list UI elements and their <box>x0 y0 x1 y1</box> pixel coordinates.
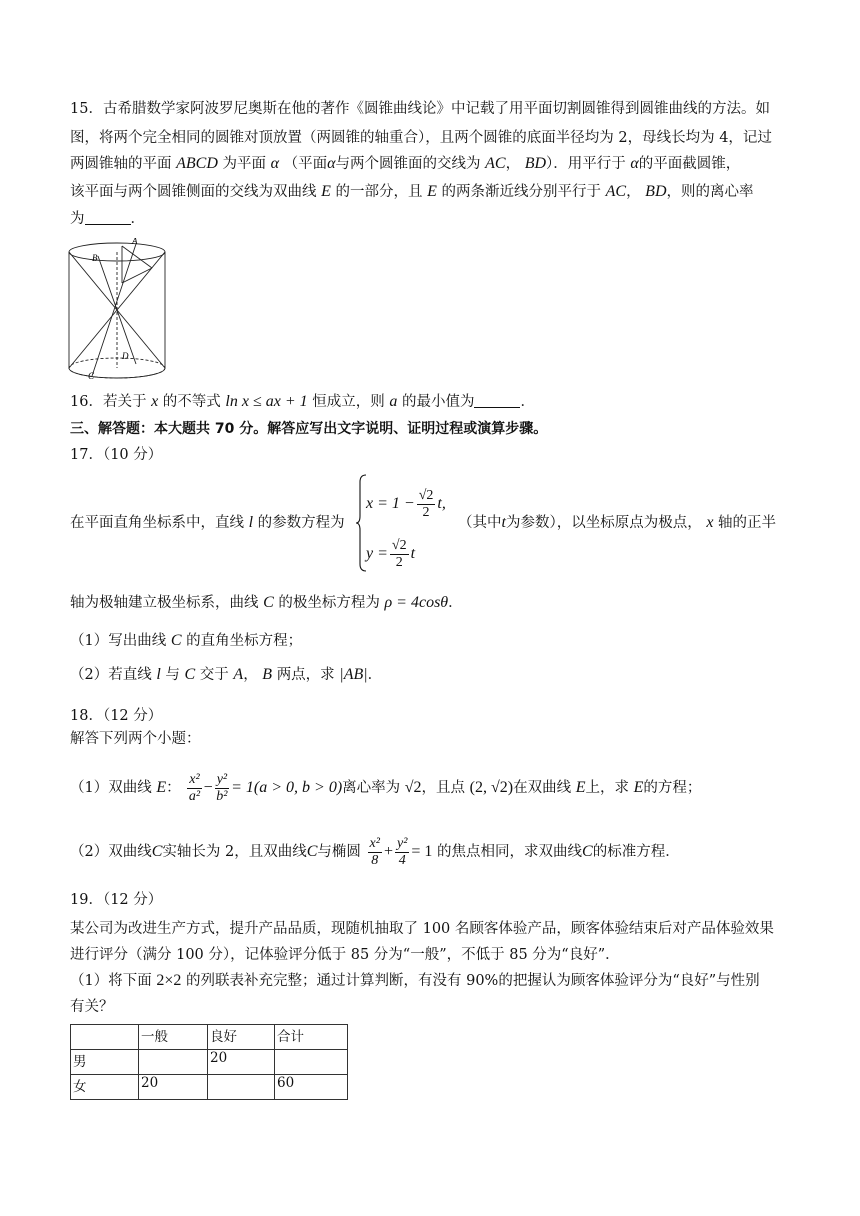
math-alpha: α <box>630 155 639 172</box>
math-abs-ab: |AB| <box>339 666 368 683</box>
label-a: A <box>132 238 138 246</box>
math-e: E <box>575 779 586 796</box>
table-row <box>71 1075 348 1100</box>
text: 与两个圆锥面的交线为 <box>335 156 481 172</box>
math-c: C <box>151 843 163 860</box>
text: 的列联表补充完整；通过计算判断，有没有 90%的把握认为顾客体验评分为“良好”与性别 <box>185 973 760 989</box>
section-line <box>122 268 152 283</box>
text: 两点，求 <box>276 667 335 683</box>
math-alpha: α <box>327 155 336 172</box>
text: ，且点 <box>421 780 466 796</box>
text: 的参数方程为 <box>257 515 345 531</box>
bottom-ellipse-front <box>69 368 165 378</box>
line-ac <box>92 244 136 376</box>
double-cone-figure <box>62 238 174 384</box>
q16-line <box>70 392 535 412</box>
text: 的标准方程． <box>592 844 680 860</box>
table-cell: 女 <box>71 1075 139 1100</box>
q18-part-2 <box>70 832 680 872</box>
table-cell: 20 <box>208 1050 275 1075</box>
text: 轴的正半 <box>718 515 777 531</box>
math-a: a <box>389 393 398 410</box>
math: x = 1 − <box>366 495 415 512</box>
math-ac: AC <box>605 183 627 200</box>
denominator: 2 <box>395 554 403 570</box>
math-c: C <box>263 594 274 611</box>
table-cell: 20 <box>139 1075 208 1100</box>
text: 的一部分，且 <box>335 184 423 200</box>
text: 该平面与两个圆锥侧面的交线为双曲线 <box>70 184 317 200</box>
text: 在双曲线 <box>513 780 572 796</box>
math-b: B <box>262 666 273 683</box>
text: （1）写出曲线 <box>70 633 167 649</box>
table-cell: 男 <box>71 1050 139 1075</box>
math-x: x <box>151 393 159 410</box>
q15-line-3 <box>70 154 740 174</box>
section-line <box>122 246 152 268</box>
answer-blank[interactable] <box>474 393 520 408</box>
fraction <box>390 538 409 571</box>
text: 的最小值为 <box>401 394 475 410</box>
math-inequality: ln x ≤ ax + 1 <box>225 393 308 410</box>
q18-intro: 解答下列两个小题： <box>70 731 201 747</box>
text: 轴为极轴建立极坐标系，曲线 <box>70 595 259 611</box>
math-c: C <box>170 632 182 649</box>
table-cell <box>208 1075 275 1100</box>
table-cell <box>275 1050 348 1075</box>
math-ac: AC <box>485 155 506 172</box>
table-cell <box>139 1050 208 1075</box>
text: 为平面 <box>222 156 266 172</box>
table-header-row <box>71 1025 348 1050</box>
denominator: 2 <box>422 504 430 520</box>
q18-heading: 18．（12 分） <box>70 708 163 724</box>
answer-blank[interactable] <box>85 210 131 225</box>
math-e: E <box>321 183 331 200</box>
fraction <box>215 772 229 805</box>
text: 为 <box>70 211 85 227</box>
text: （平面 <box>283 156 328 172</box>
text: 的极坐标方程为 <box>278 595 380 611</box>
math-c: C <box>306 843 318 860</box>
math-bd: BD <box>645 183 667 200</box>
text: 与椭圆 <box>317 844 361 860</box>
contingency-table <box>70 1024 348 1100</box>
math-point: (2, √2) <box>469 779 514 796</box>
text: （其中 <box>458 515 502 531</box>
q17-heading: 17．（10 分） <box>70 447 163 463</box>
minus: − <box>203 779 213 796</box>
math: t, <box>437 495 446 512</box>
numerator: x² <box>189 771 200 787</box>
denominator: a² <box>188 788 201 804</box>
table-cell: 合计 <box>275 1025 348 1050</box>
math: y = <box>366 545 388 562</box>
equals-one: = 1 <box>411 843 433 860</box>
text: 的两条渐近线分别平行于 <box>441 184 601 200</box>
numerator: y² <box>396 835 408 851</box>
q17-eq-y <box>366 534 415 574</box>
text: （1）将下面 <box>70 973 152 989</box>
numerator: x² <box>369 835 380 851</box>
math-2x2: 2×2 <box>156 972 182 989</box>
math-l: l <box>248 514 254 531</box>
text: 恒成立，则 <box>312 394 385 410</box>
numerator: y² <box>216 771 228 787</box>
table-cell <box>71 1025 139 1050</box>
denominator: 8 <box>371 852 379 868</box>
text: 的方程； <box>643 780 702 796</box>
math-abcd: ABCD <box>176 155 218 172</box>
text: （1）双曲线 <box>70 780 152 796</box>
q17-line-2 <box>70 593 463 613</box>
text: （2）双曲线 <box>70 844 152 860</box>
table-cell: 良好 <box>208 1025 275 1050</box>
denominator: b² <box>216 788 228 804</box>
text: ， <box>626 184 641 200</box>
text: 的焦点相同，求双曲线 <box>437 844 583 860</box>
text: 的不等式 <box>162 394 221 410</box>
math-t: t <box>501 514 506 531</box>
fraction <box>368 836 382 869</box>
math-a: A <box>233 666 244 683</box>
math-polar-eq: ρ = 4cosθ <box>384 594 449 611</box>
plus: + <box>383 843 393 860</box>
section-heading: 三、解答题：本大题共 70 分。解答应写出文字说明、证明过程或演算步骤。 <box>70 421 548 437</box>
fraction <box>417 488 436 521</box>
math-bd: BD <box>524 155 547 172</box>
text: 的平面截圆锥， <box>638 156 741 172</box>
q15-line-1: 15．古希腊数学家阿波罗尼奥斯在他的著作《圆锥曲线论》中记载了用平面切割圆锥得到圆锥曲线的方法。如 <box>70 101 770 117</box>
q17-intro <box>70 513 345 533</box>
label-d: D <box>122 351 129 361</box>
numerator: √2 <box>391 537 407 553</box>
text: 的直角坐标方程； <box>186 633 303 649</box>
text: ）．用平行于 <box>546 156 626 172</box>
math-x: x <box>706 514 714 531</box>
q17-eq-x <box>366 484 446 524</box>
text: 实轴长为 2，且双曲线 <box>162 844 307 860</box>
q19-part-1 <box>70 971 760 991</box>
q15-line-2: 图，将两个完全相同的圆锥对顶放置（两圆锥的轴重合），且两个圆锥的底面半径均为 2，母线长均为 4，记过 <box>70 130 772 146</box>
math: t <box>410 545 416 562</box>
q19-line-1: 某公司为改进生产方式，提升产品品质，现随机抽取了 100 名顾客体验产品，顾客体验结束后对产品体验效果 <box>70 921 774 937</box>
math-c: C <box>582 843 593 860</box>
math-e: E <box>156 779 167 796</box>
q17-intro-tail <box>458 513 776 533</box>
q19-line-2: 进行评分（满分 100 分），记体验评分低于 85 分为“一般”，不低于 85 分为“良好”． <box>70 947 620 963</box>
q18-part-1 <box>70 768 701 808</box>
q19-part-1-end: 有关？ <box>70 999 114 1015</box>
q17-part-2 <box>70 665 382 685</box>
label-b: B <box>92 253 98 263</box>
label-c: C <box>88 371 95 381</box>
math-e: E <box>427 183 437 200</box>
text: ，则的离心率 <box>666 184 754 200</box>
math-alpha: α <box>270 155 280 172</box>
q15-line-4 <box>70 182 754 202</box>
table-cell: 一般 <box>139 1025 208 1050</box>
text: ． <box>520 394 535 410</box>
fraction <box>187 772 201 805</box>
fraction <box>395 836 409 869</box>
text: （2）若直线 <box>70 667 152 683</box>
table-cell: 60 <box>275 1075 348 1100</box>
text: 在平面直角坐标系中，直线 <box>70 515 244 531</box>
q19-heading: 19．（12 分） <box>70 892 163 908</box>
text: ． <box>448 595 463 611</box>
math-e: E <box>633 779 644 796</box>
text: ： <box>166 780 181 796</box>
text: 16．若关于 <box>70 394 147 410</box>
text: 交于 <box>199 667 229 683</box>
text: ， <box>243 667 258 683</box>
text: ． <box>367 667 383 683</box>
numerator: √2 <box>418 487 434 503</box>
text: ， <box>505 156 521 172</box>
text: 上，求 <box>585 780 629 796</box>
q15-line-5 <box>70 209 145 229</box>
q17-part-1 <box>70 631 302 651</box>
text: 离心率为 <box>342 780 401 796</box>
math-l: l <box>156 666 161 683</box>
math-sqrt2: √2 <box>404 779 422 796</box>
text: 与 <box>165 667 180 683</box>
text: 两圆锥轴的平面 <box>70 156 172 172</box>
denominator: 4 <box>398 852 406 868</box>
math-condition: = 1(a > 0, b > 0) <box>231 779 343 796</box>
math-c: C <box>184 666 196 683</box>
table-row <box>71 1050 348 1075</box>
text: ． <box>130 211 145 227</box>
text: 为参数），以坐标原点为极点， <box>505 515 702 531</box>
